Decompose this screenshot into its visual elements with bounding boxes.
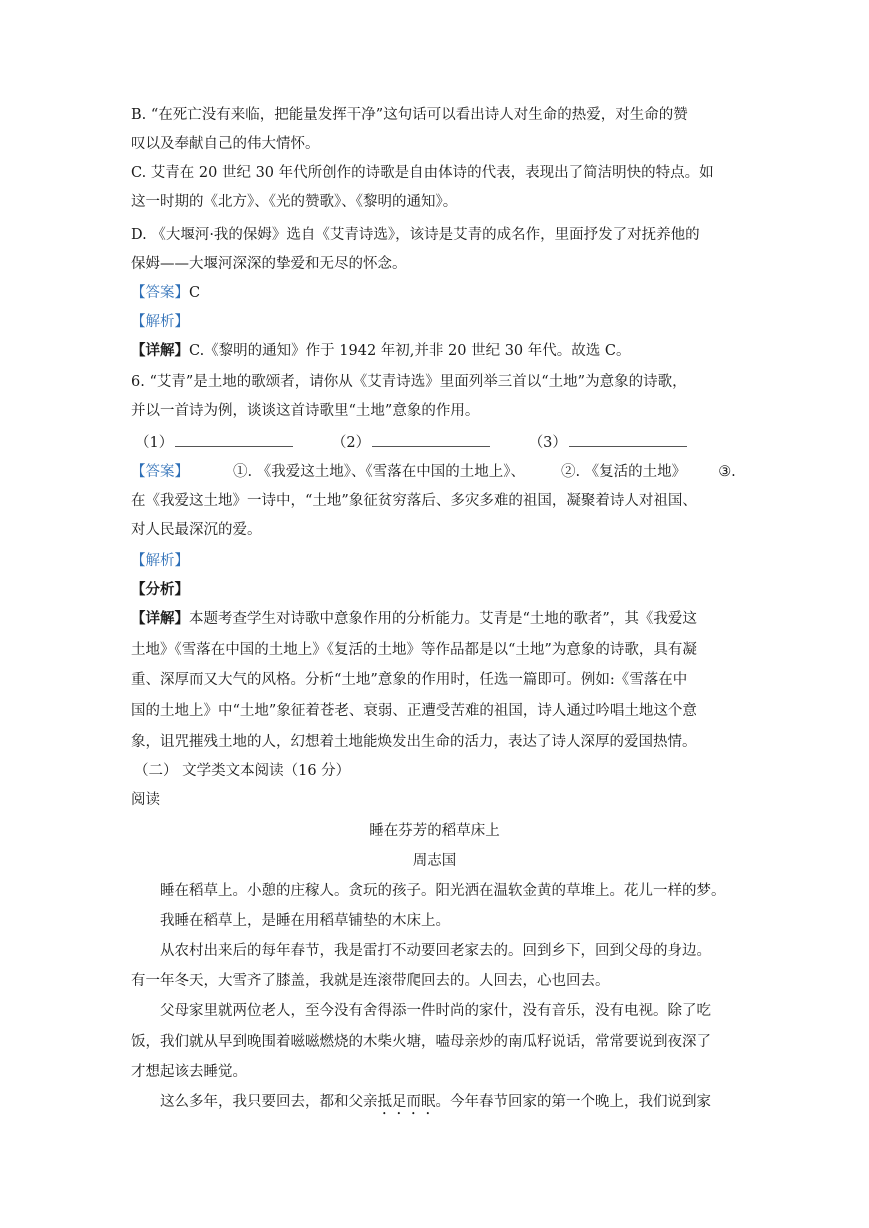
q6-analysis-label: 【解析】 [131, 553, 189, 569]
passage-author: 周志国 [412, 853, 457, 869]
para-5-emphasis: 抵足而眠 [377, 1094, 436, 1110]
q5-answer [131, 283, 200, 303]
blank-1-label: （1） [135, 435, 174, 451]
para-5-text-post: 。今年春节回家的第一个晚上，我们说到家 [435, 1094, 711, 1110]
q6-detail-line-1 [131, 609, 697, 629]
passage-para-4-line-2: 饭，我们就从早到晚围着嗞嗞燃烧的木柴火塘，嗑母亲炒的南瓜籽说话，常常要说到夜深了 [131, 1034, 711, 1050]
section-heading: （二） 文学类文本阅读（16 分） [134, 763, 351, 779]
q6-detail-line-3: 重、深厚而又大气的风格。分析“土地”意象的作用时，任选一篇即可。例如:《雪落在中 [131, 672, 688, 688]
para-5-text-pre: 这么多年，我只要回去，都和父亲 [160, 1094, 378, 1110]
passage-para-2: 我睡在稻草上，是睡在用稻草铺垫的木床上。 [160, 913, 450, 929]
option-c-line-1: C. 艾青在 20 世纪 30 年代所创作的诗歌是自由体诗的代表，表现出了简洁明快的特点。如 [131, 165, 714, 181]
answer-item-3: ③. [718, 464, 736, 480]
passage-title: 睡在芬芳的稻草床上 [369, 823, 500, 839]
q6-detail-line-4: 国的土地上》中“土地”象征着苍老、衰弱、正遭受苦难的祖国，诗人通过吟唱土地这个意 [131, 703, 697, 719]
q5-analysis-label: 【解析】 [131, 314, 189, 330]
read-label: 阅读 [131, 792, 160, 808]
option-c-line-2: 这一时期的《北方》、《光的赞歌》、《黎明的通知》。 [131, 194, 458, 210]
q6-fenxi-label: 【分析】 [131, 581, 189, 598]
passage-para-3-line-1: 从农村出来后的每年春节，我是雷打不动要回老家去的。回到乡下，回到父母的身边。 [160, 943, 711, 959]
answer-item-2: ②. 《复活的土地》 [560, 464, 687, 480]
answer-label: 【答案】 [131, 285, 189, 301]
option-d-line-1: D. 《大堰河·我的保姆》选自《艾青诗选》，该诗是艾青的成名作，里面抒发了对抚养他的 [131, 227, 700, 243]
blank-1-line [175, 432, 293, 447]
q6-stem-line-2: 并以一首诗为例，谈谈这首诗歌里“土地”意象的作用。 [131, 403, 480, 419]
passage-para-4-line-1: 父母家里就两位老人，至今没有舍得添一件时尚的家什，没有音乐，没有电视。除了吃 [160, 1003, 711, 1019]
detail-text: C.《黎明的通知》作于 1942 年初,并非 20 世纪 30 年代。故选 C。 [189, 343, 631, 359]
answer-value: C [189, 285, 201, 301]
blank-3-label: （3） [528, 435, 567, 451]
detail-label: 【详解】 [131, 610, 189, 627]
q6-answer [131, 462, 736, 482]
q6-answer-line-2: 在《我爱这土地》一诗中，“土地”象征贫穷落后、多灾多难的祖国，凝聚着诗人对祖国、 [131, 493, 697, 509]
q6-stem-line-1: 6. “艾青”是土地的歌颂者，请你从《艾青诗选》里面列举三首以“土地”为意象的诗歌， [131, 374, 687, 390]
answer-item-1: ①. 《我爱这土地》、《雪落在中国的土地上》、 [233, 464, 525, 480]
q6-answer-line-3: 对人民最深沉的爱。 [131, 522, 262, 538]
detail-text: 本题考查学生对诗歌中意象作用的分析能力。艾青是“土地的歌者”，其《我爱这 [189, 611, 697, 627]
q6-detail-line-2: 土地》《雪落在中国的土地上》《复活的土地》等作品都是以“土地”为意象的诗歌，具有凝 [131, 642, 697, 658]
answer-label: 【答案】 [131, 464, 189, 480]
passage-para-4-line-3: 才想起该去睡觉。 [131, 1064, 247, 1080]
blank-2-line [372, 432, 490, 447]
blank-2-label: （2） [331, 435, 371, 451]
passage-para-1: 睡在稻草上。小憩的庄稼人。贪玩的孩子。阳光洒在温软金黄的草堆上。花儿一样的梦。 [160, 883, 726, 899]
q5-detail [131, 341, 630, 361]
detail-label: 【详解】 [131, 342, 189, 359]
q6-detail-line-5: 象，诅咒摧残土地的人，幻想着土地能焕发出生命的活力，表达了诗人深厚的爱国热情。 [131, 734, 697, 750]
q6-blanks [135, 432, 691, 453]
passage-para-3-line-2: 有一年冬天，大雪齐了膝盖，我就是连滚带爬回去的。人回去，心也回去。 [131, 973, 610, 989]
blank-3-line [569, 432, 687, 447]
option-b-line-1: B. “在死亡没有来临，把能量发挥干净”这句话可以看出诗人对生命的热爱，对生命的赞 [131, 107, 688, 123]
option-b-line-2: 叹以及奉献自己的伟大情怀。 [131, 136, 320, 152]
option-d-line-2: 保姆——大堰河深深的挚爱和无尽的怀念。 [131, 256, 407, 272]
passage-para-5-line-1 [160, 1092, 711, 1118]
